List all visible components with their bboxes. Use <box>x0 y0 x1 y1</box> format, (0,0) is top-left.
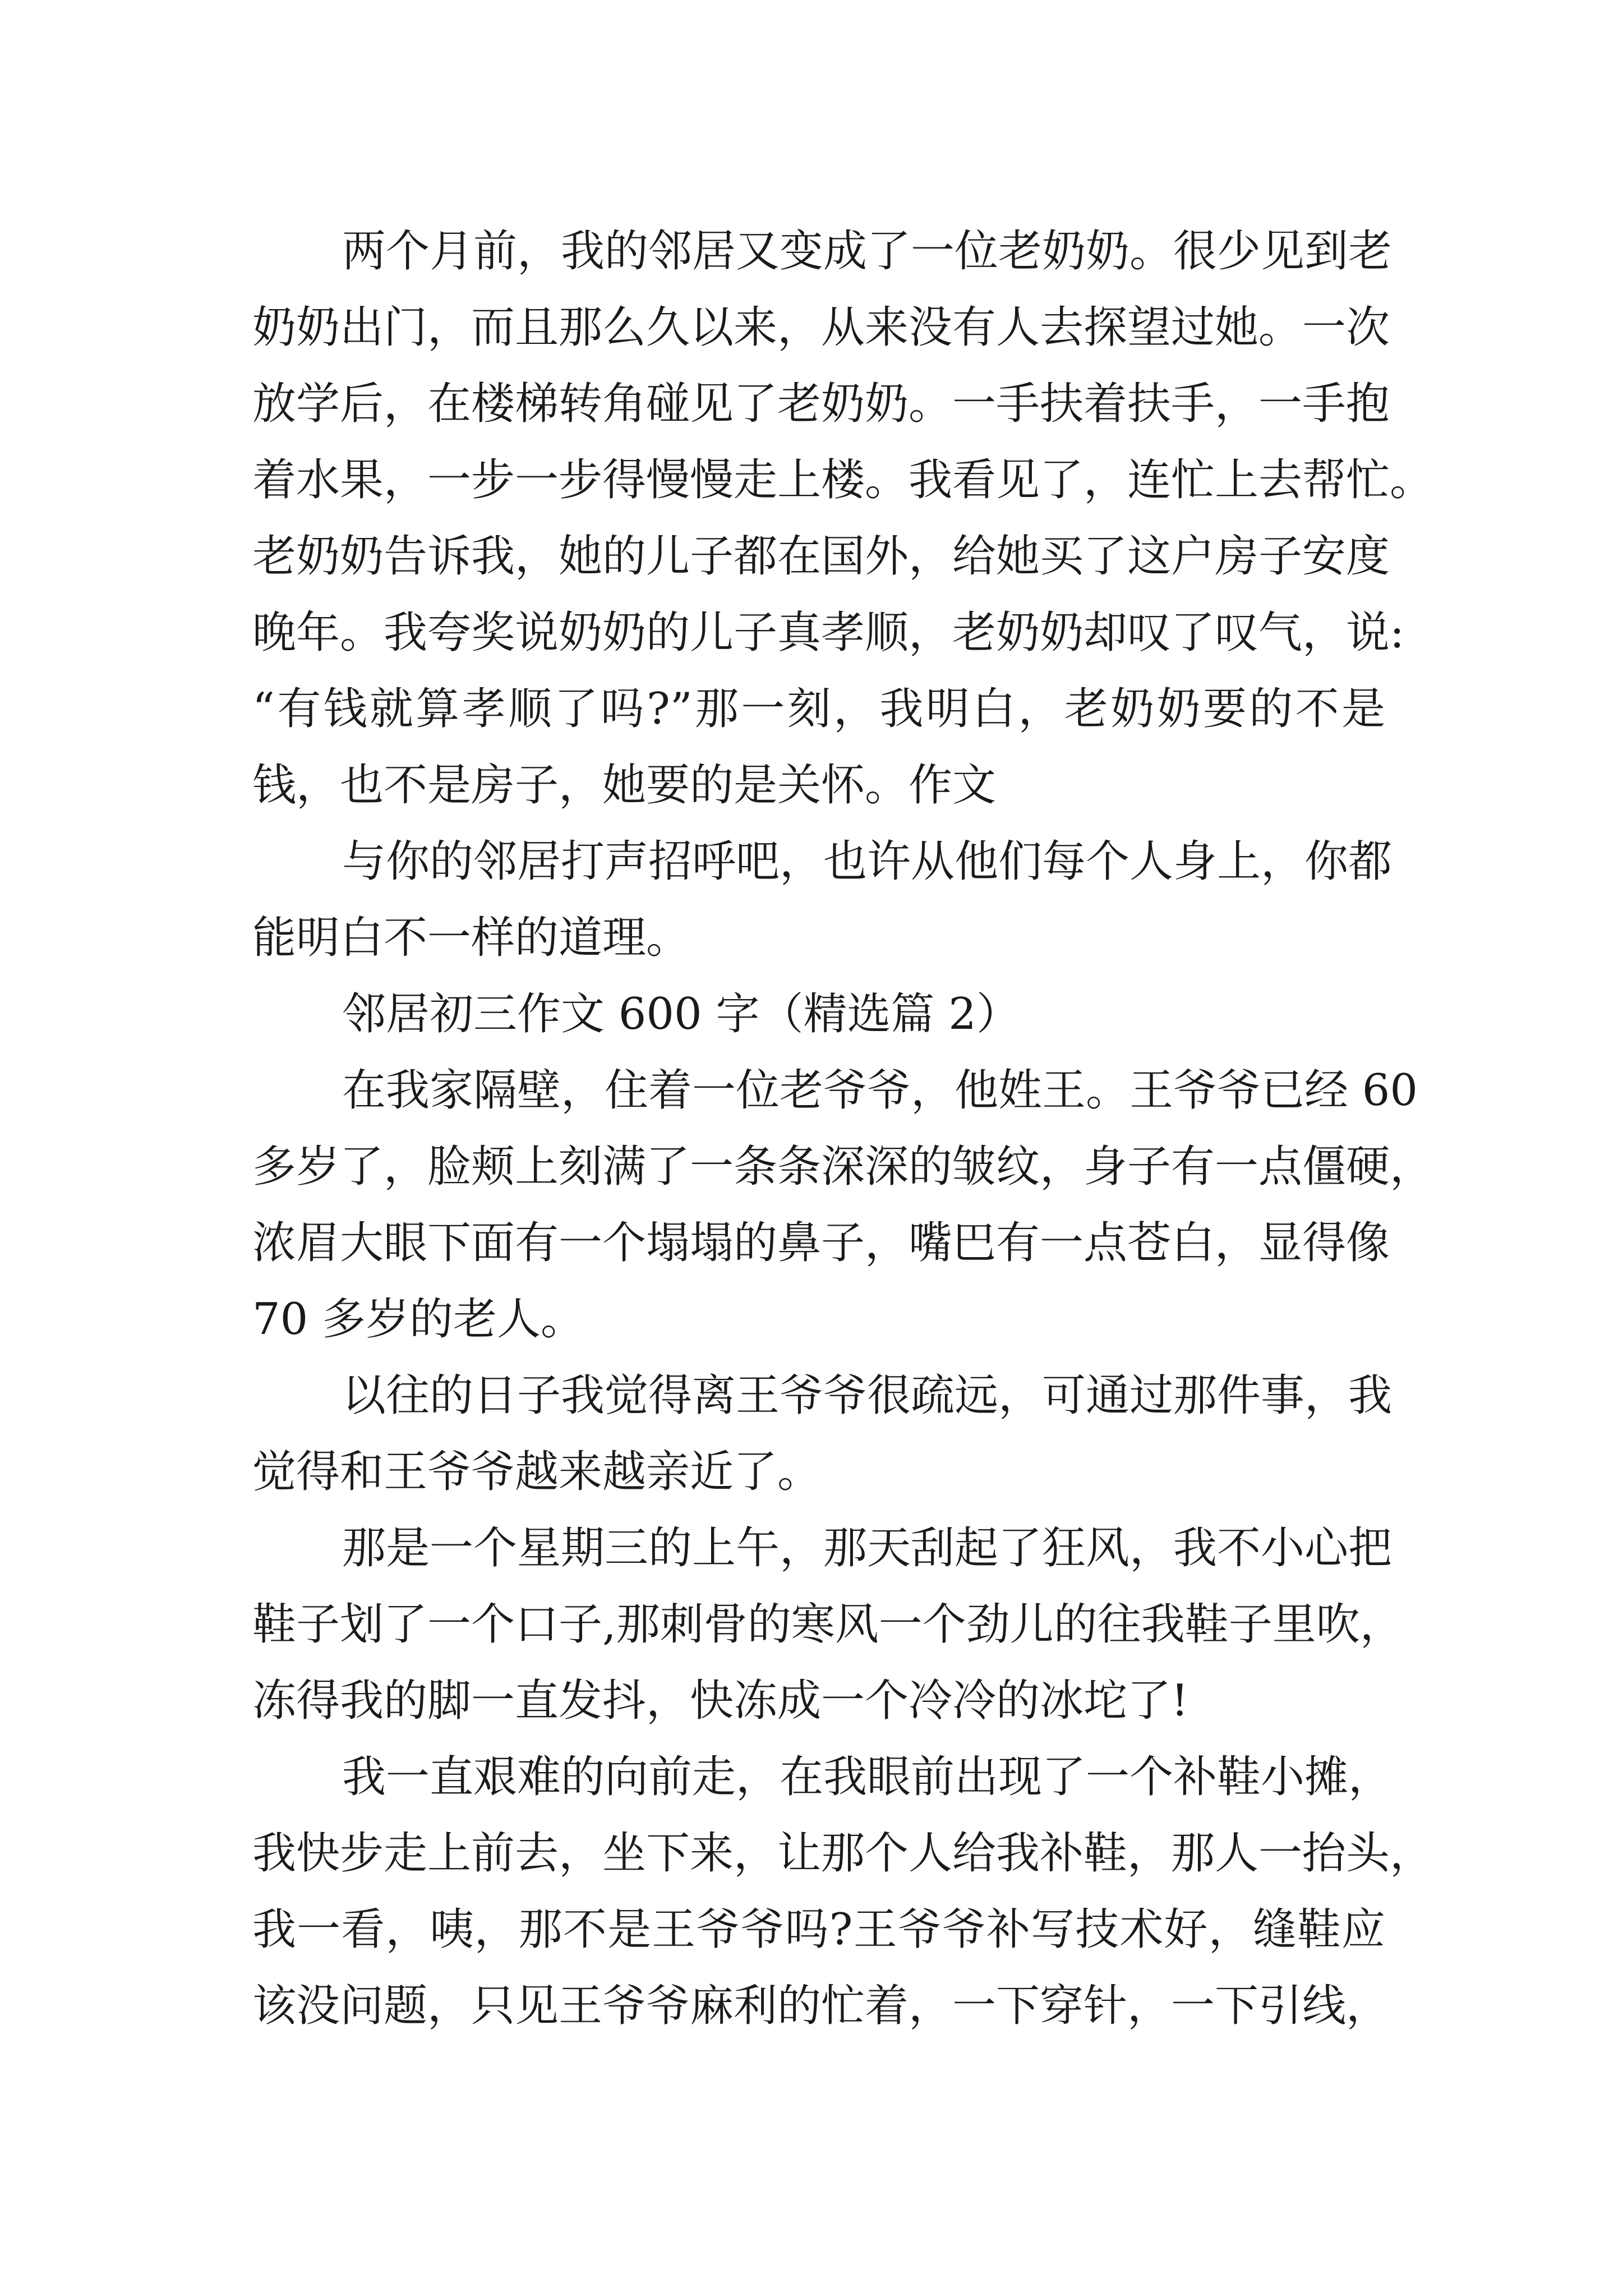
paragraph-1-line-8: 钱，也不是房子，她要的是关怀。作文 <box>252 760 997 811</box>
paragraph-2-line-2: 能明白不一样的道理。 <box>252 913 690 963</box>
paragraph-5-line-1: 那是一个星期三的上午，那天刮起了狂风，我不小心把 <box>342 1523 1393 1573</box>
paragraph-3-line-4: 70 多岁的老人。 <box>252 1294 585 1345</box>
paragraph-1-line-6: 晚年。我夸奖说奶奶的儿子真孝顺，老奶奶却叹了叹气，说: <box>252 608 1405 658</box>
paragraph-3-line-1: 在我家隔壁，住着一位老爷爷，他姓王。王爷爷已经 60 <box>342 1065 1418 1116</box>
paragraph-1-line-3: 放学后，在楼梯转角碰见了老奶奶。一手扶着扶手，一手抱 <box>252 379 1390 429</box>
paragraph-6-line-3: 我一看，咦，那不是王爷爷吗?王爷爷补写技术好，缝鞋应 <box>252 1904 1385 1955</box>
paragraph-5-line-2: 鞋子划了一个口子,那刺骨的寒风一个劲儿的往我鞋子里吹， <box>252 1599 1404 1650</box>
paragraph-1-line-2: 奶奶出门，而且那么久以来，从来没有人去探望过她。一次 <box>252 302 1390 353</box>
paragraph-4-line-2: 觉得和王爷爷越来越亲近了。 <box>252 1447 822 1497</box>
paragraph-3-line-2: 多岁了，脸颊上刻满了一条条深深的皱纹，身子有一点僵硬， <box>252 1142 1434 1192</box>
paragraph-2-line-1: 与你的邻居打声招呼吧，也许从他们每个人身上，你都 <box>342 836 1393 887</box>
paragraph-4-line-1: 以往的日子我觉得离王爷爷很疏远，可通过那件事，我 <box>342 1370 1393 1421</box>
section-heading: 邻居初三作文 600 字（精选篇 2） <box>342 989 1020 1039</box>
paragraph-1-line-5: 老奶奶告诉我，她的儿子都在国外，给她买了这户房子安度 <box>252 531 1390 582</box>
document-body <box>252 213 1434 2044</box>
paragraph-1-line-7: “有钱就算孝顺了吗?”那一刻，我明白，老奶奶要的不是 <box>252 684 1385 734</box>
paragraph-6-line-1: 我一直艰难的向前走，在我眼前出现了一个补鞋小摊， <box>342 1752 1393 1802</box>
paragraph-1-line-1: 两个月前，我的邻居又变成了一位老奶奶。很少见到老 <box>342 226 1393 277</box>
paragraph-1-line-4: 着水果，一步一步得慢慢走上楼。我看见了，连忙上去帮忙。 <box>252 455 1434 505</box>
paragraph-5-line-3: 冻得我的脚一直发抖，快冻成一个冷冷的冰坨了! <box>252 1676 1189 1726</box>
paragraph-3-line-3: 浓眉大眼下面有一个塌塌的鼻子，嘴巴有一点苍白，显得像 <box>252 1218 1390 1268</box>
paragraph-6-line-2: 我快步走上前去，坐下来，让那个人给我补鞋，那人一抬头， <box>252 1828 1434 1879</box>
paragraph-6-line-4: 该没问题，只见王爷爷麻利的忙着，一下穿针，一下引线， <box>252 1981 1390 2031</box>
